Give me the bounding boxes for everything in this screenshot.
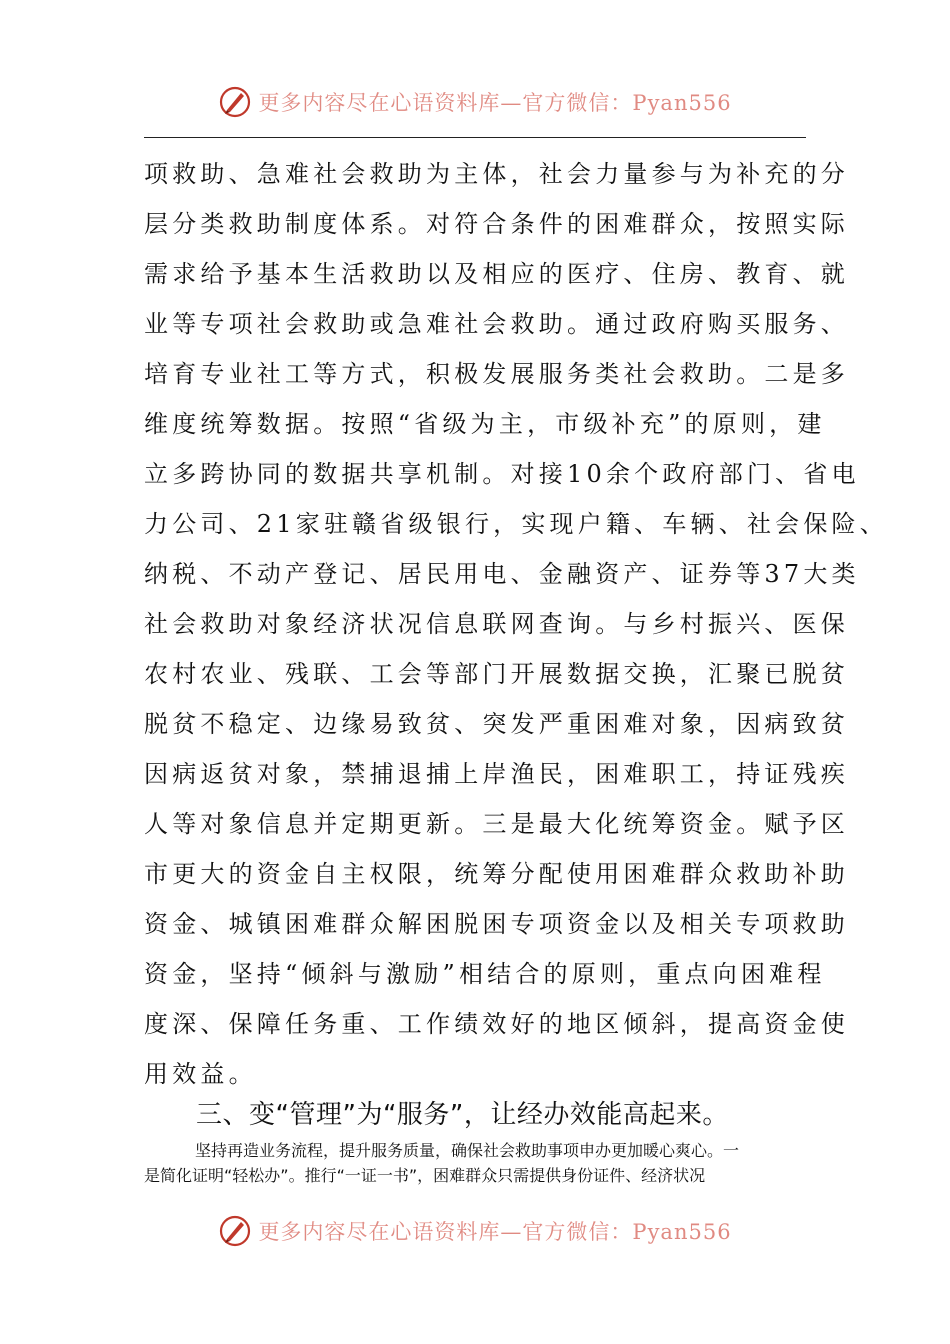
text-line: 度深、保障任务重、工作绩效好的地区倾斜，提高资金使 [144,1010,849,1038]
text-line: 需求给予基本生活救助以及相应的医疗、住房、教育、就 [144,260,849,288]
text-line: 因病返贫对象，禁捕退捕上岸渔民，困难职工，持证残疾 [144,760,849,788]
watermark-text: 更多内容尽在心语资料库—官方微信：Pyan556 [258,91,732,115]
text-line: 是简化证明“轻松办”。推行“一证一书”，困难群众只需提供身份证件、经济状况 [144,1166,706,1185]
section-heading: 三、变“管理”为“服务”，让经办效能高起来。 [196,1100,729,1130]
text-line: 纳税、不动产登记、居民用电、金融资产、证券等37大类 [144,560,860,588]
text-line: 用效益。 [144,1060,257,1088]
section-paragraph [144,1138,814,1188]
text-line: 力公司、21家驻赣省级银行，实现户籍、车辆、社会保险、 [144,510,888,538]
footer-watermark [0,1213,950,1249]
text-line: 资金、城镇困难群众解困脱困专项资金以及相关专项救助 [144,910,849,938]
text-line: 业等专项社会救助或急难社会救助。通过政府购买服务、 [144,310,849,338]
body-paragraph [144,149,888,1099]
header-watermark [0,84,950,120]
text-line: 项救助、急难社会救助为主体，社会力量参与为补充的分 [144,160,849,188]
text-line: 立多跨协同的数据共享机制。对接10余个政府部门、省电 [144,460,860,488]
pen-logo-icon [218,1214,252,1248]
text-line: 农村农业、残联、工会等部门开展数据交换，汇聚已脱贫 [144,660,849,688]
text-line: 市更大的资金自主权限，统筹分配使用困难群众救助补助 [144,860,849,888]
text-line: 资金，坚持“倾斜与激励”相结合的原则，重点向困难程 [144,960,826,988]
text-line: 脱贫不稳定、边缘易致贫、突发严重困难对象，因病致贫 [144,710,849,738]
text-line: 社会救助对象经济状况信息联网查询。与乡村振兴、医保 [144,610,849,638]
text-line: 坚持再造业务流程，提升服务质量，确保社会救助事项申办更加暖心爽心。一 [195,1141,740,1160]
text-line: 维度统筹数据。按照“省级为主，市级补充”的原则，建 [144,410,826,438]
text-line: 层分类救助制度体系。对符合条件的困难群众，按照实际 [144,210,849,238]
text-line: 人等对象信息并定期更新。三是最大化统筹资金。赋予区 [144,810,849,838]
text-line: 培育专业社工等方式，积极发展服务类社会救助。二是多 [144,360,849,388]
pen-logo-icon [218,85,252,119]
header-divider [144,137,806,138]
watermark-text: 更多内容尽在心语资料库—官方微信：Pyan556 [258,1220,732,1244]
